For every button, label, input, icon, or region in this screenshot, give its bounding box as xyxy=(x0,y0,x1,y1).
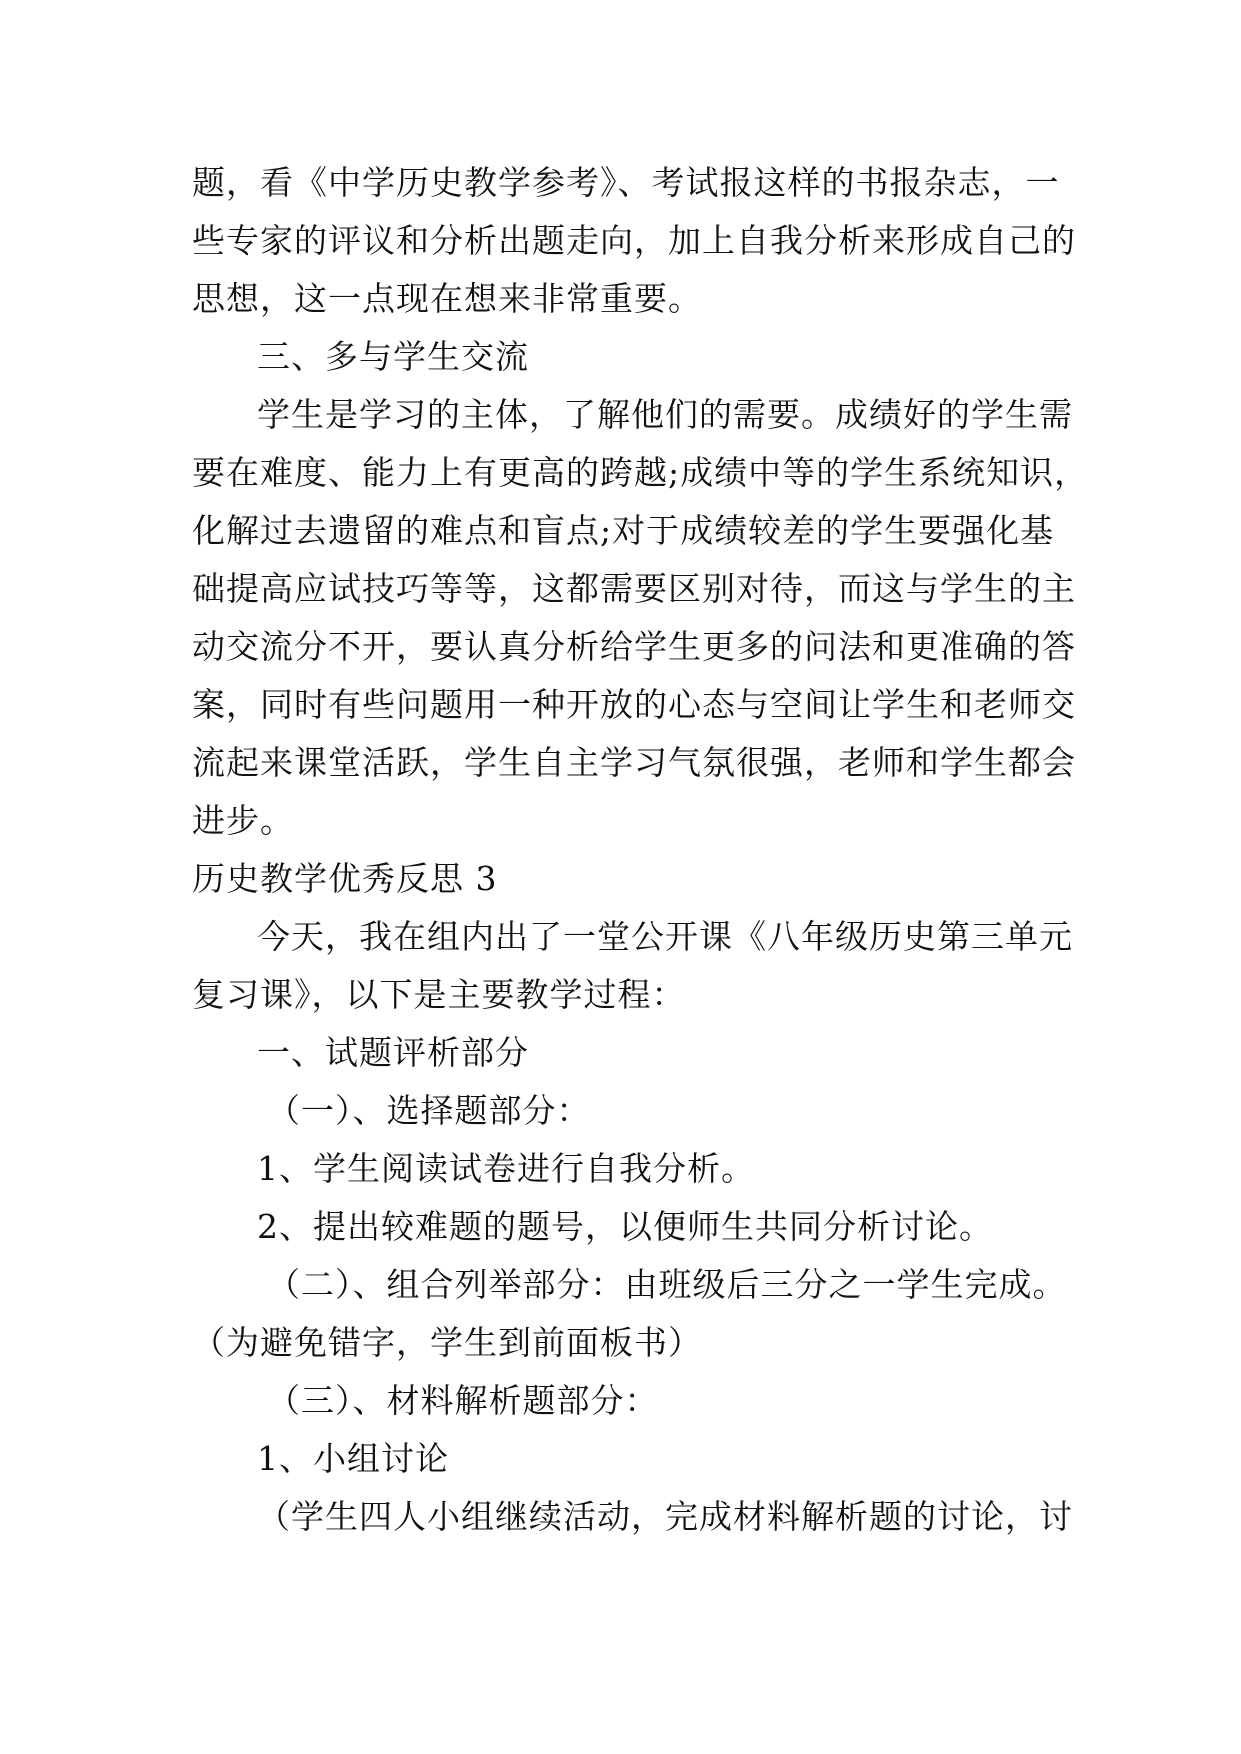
paragraph-line: 案，同时有些问题用一种开放的心态与空间让学生和老师交 xyxy=(192,685,1076,724)
section-heading: 三、多与学生交流 xyxy=(257,337,529,376)
paragraph-line: 题，看《中学历史教学参考》、考试报这样的书报杂志，一 xyxy=(192,163,1060,202)
paragraph-line: 今天，我在组内出了一堂公开课《八年级历史第三单元 xyxy=(257,917,1073,956)
paragraph-line: 化解过去遗留的难点和盲点;对于成绩较差的学生要强化基 xyxy=(192,511,1055,550)
subsection-heading: （二）、组合列举部分：由班级后三分之一学生完成。 xyxy=(267,1265,1067,1304)
paragraph-line: 学生是学习的主体，了解他们的需要。成绩好的学生需 xyxy=(257,395,1073,434)
paragraph-line: 复习课》，以下是主要教学过程： xyxy=(192,975,686,1014)
paragraph-line: （为避免错字，学生到前面板书） xyxy=(192,1323,702,1362)
article-title: 历史教学优秀反思 3 xyxy=(192,859,498,898)
paragraph-line: （学生四人小组继续活动，完成材料解析题的讨论，讨 xyxy=(257,1497,1073,1536)
list-item: 2、提出较难题的题号，以便师生共同分析讨论。 xyxy=(257,1207,993,1246)
paragraph-line: 础提高应试技巧等等，这都需要区别对待，而这与学生的主 xyxy=(192,569,1076,608)
paragraph-line: 些专家的评议和分析出题走向，加上自我分析来形成自己的 xyxy=(192,221,1076,260)
section-heading: 一、试题评析部分 xyxy=(257,1033,529,1072)
paragraph-line: 思想，这一点现在想来非常重要。 xyxy=(192,279,702,318)
paragraph-line: 流起来课堂活跃，学生自主学习气氛很强，老师和学生都会 xyxy=(192,743,1076,782)
subsection-heading: （一）、选择题部分： xyxy=(267,1091,591,1130)
list-item: 1、小组讨论 xyxy=(257,1439,449,1478)
subsection-heading: （三）、材料解析题部分： xyxy=(267,1381,659,1420)
list-item: 1、学生阅读试卷进行自我分析。 xyxy=(257,1149,755,1188)
paragraph-line: 进步。 xyxy=(192,801,294,840)
paragraph-line: 动交流分不开，要认真分析给学生更多的问法和更准确的答 xyxy=(192,627,1076,666)
paragraph-line: 要在难度、能力上有更高的跨越;成绩中等的学生系统知识， xyxy=(192,453,1089,492)
